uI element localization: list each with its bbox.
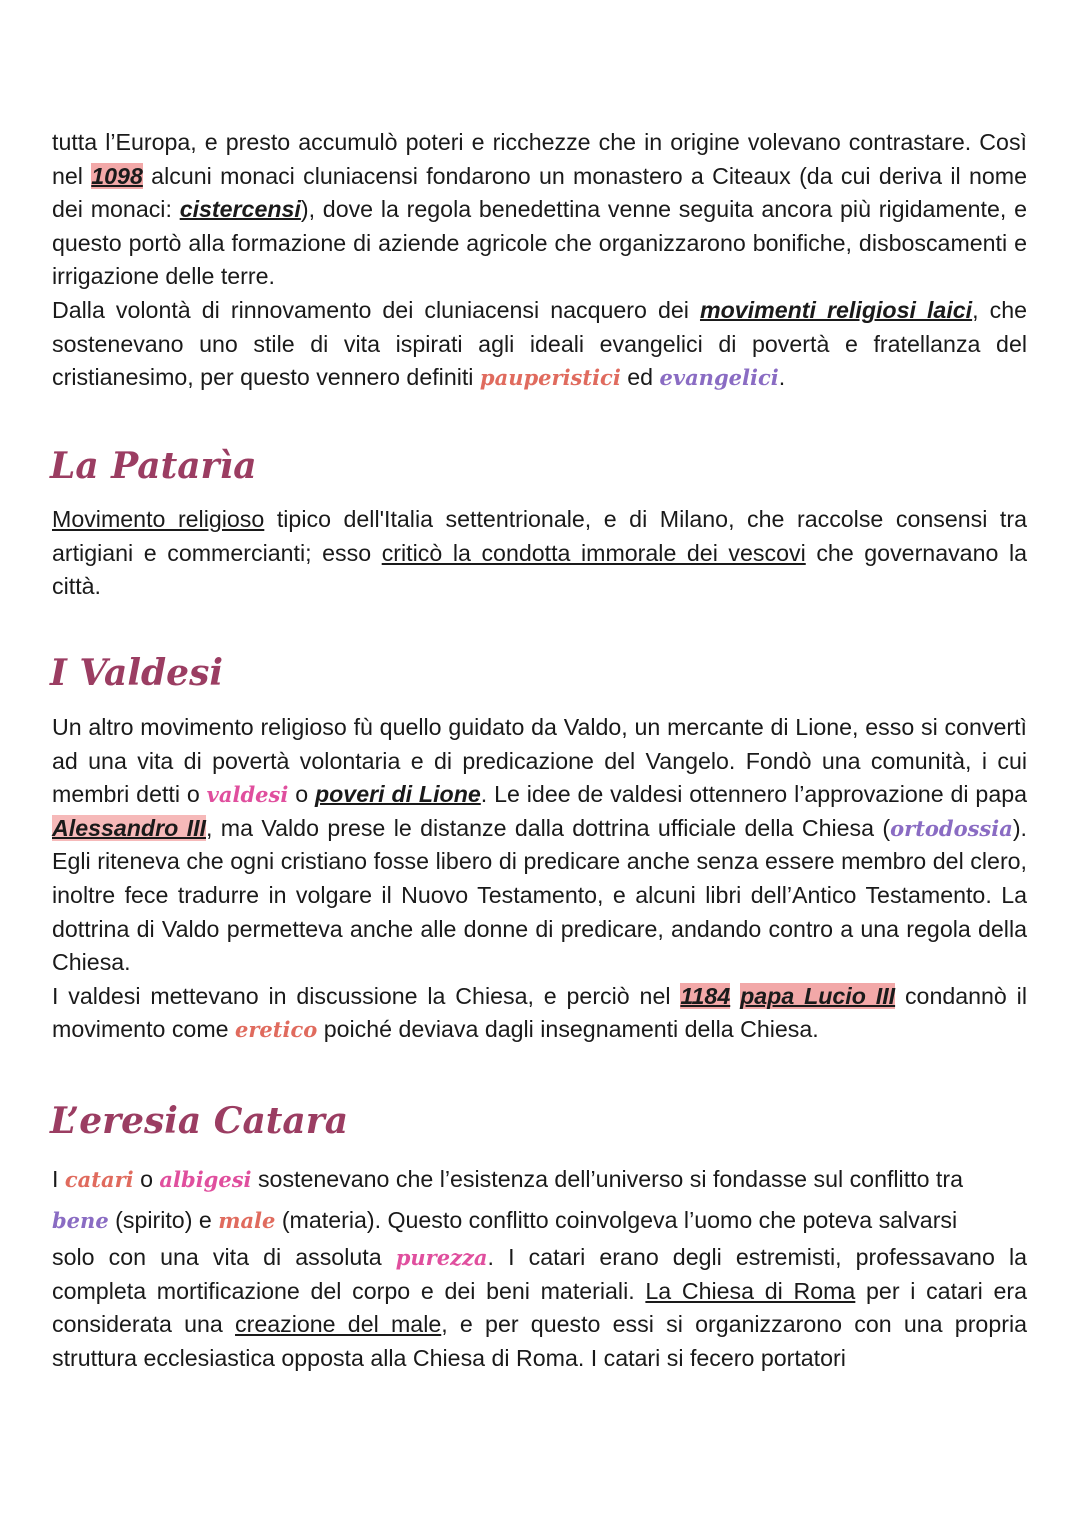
paragraph-valdesi: Un altro movimento religioso fù quello guidato da Valdo, un mercante di Lione, esso si convertì ad una vita di povertà volontaria e di predicazione del Vangelo. Fondò una comunità, i cui membri detti o valdesi o poveri di Lione. Le idee de valdesi ottennero l’approvazione di papa Alessandro III, ma Valdo prese le distanze dalla dottrina ufficiale della Chiesa (ortodossia). Egli riteneva che ogni cristiano fosse libero di predicare anche senza essere membro del clero, inoltre fece tradurre in volgare il Nuovo Testamento, e alcuni libri dell’Antico Testamento. La dottrina di Valdo permetteva anche alle donne di predicare, andando contro a una regola della Chiesa. I valdesi mettevano in discussione la Chiesa, e perciò nel 1184 papa Lucio III condannò il movimento come eretico poiché deviava dagli insegnamenti della Chiesa. <box>52 714 1028 1043</box>
term-male: male <box>218 1208 276 1233</box>
paragraph-catari-a: I catari o albigesi sostenevano che l’esistenza dell’universo si fondasse sul conflitto tra bene (spirito) e male (materia). Questo conflitto coinvolgeva l’uomo che poteva salvarsi <box>52 1166 963 1233</box>
term-catari: catari <box>64 1167 134 1192</box>
term-eretico: eretico <box>235 1017 318 1043</box>
paragraph-cistercensi: tutta l’Europa, e presto accumulò poteri e ricchezze che in origine volevano contrastare. Così nel 1098 alcuni monaci cluniacensi fondarono un monastero a Citeaux (da cui deriva il nome dei monaci: cistercensi), dove la regola benedettina venne seguita ancora più rigidamente, e questo portò alla formazione di aziende agricole che organizzarono bonifiche, disboscamenti e irrigazione delle terre. Dalla volontà di rinnovamento dei cluniacensi nacquero dei movimenti religiosi laici, che sostenevano uno stile di vita ispirati agli ideali evangelici di povertà e fratellanza del cristianesimo, per questo vennero definiti pauperistici ed evangelici. <box>52 129 1028 391</box>
highlight-1184: 1184 <box>680 982 731 1009</box>
term-purezza: purezza <box>395 1245 488 1270</box>
term-bene: bene <box>52 1208 109 1233</box>
term-pauperistici: pauperistici <box>479 365 621 391</box>
highlight-lucio: papa Lucio III <box>740 982 896 1009</box>
highlight-1098: 1098 <box>91 162 143 189</box>
heading-pataria: La Patarìa <box>50 445 257 487</box>
term-valdesi: valdesi <box>206 782 289 808</box>
term-albigesi: albigesi <box>159 1167 252 1192</box>
term-poveri-di-lione: poveri di Lione <box>314 781 481 808</box>
paragraph-pataria: Movimento religioso tipico dell'Italia settentrionale, e di Milano, che raccolse consensi tra artigiani e commercianti; esso criticò la condotta immorale dei vescovi che governavano la città. <box>52 506 1027 600</box>
highlight-alessandro: Alessandro III <box>52 814 206 841</box>
term-ortodossia: ortodossia <box>890 815 1013 841</box>
paragraph-catari-b: solo con una vita di assoluta purezza. I catari erano degli estremisti, professavano la completa mortificazione del corpo e dei beni materiali. La Chiesa di Roma per i catari era considerata una creazione del male, e per questo essi si organizzarono con una propria struttura ecclesiastica opposta alla Chiesa di Roma. I catari si fecero portatori <box>52 1244 1027 1371</box>
term-evangelici: evangelici <box>659 365 779 391</box>
heading-valdesi: I Valdesi <box>50 652 224 694</box>
term-cistercensi: cistercensi <box>179 196 301 223</box>
term-movimenti-laici: movimenti religiosi laici <box>699 296 973 323</box>
heading-catari: L’eresia Catara <box>50 1100 349 1142</box>
